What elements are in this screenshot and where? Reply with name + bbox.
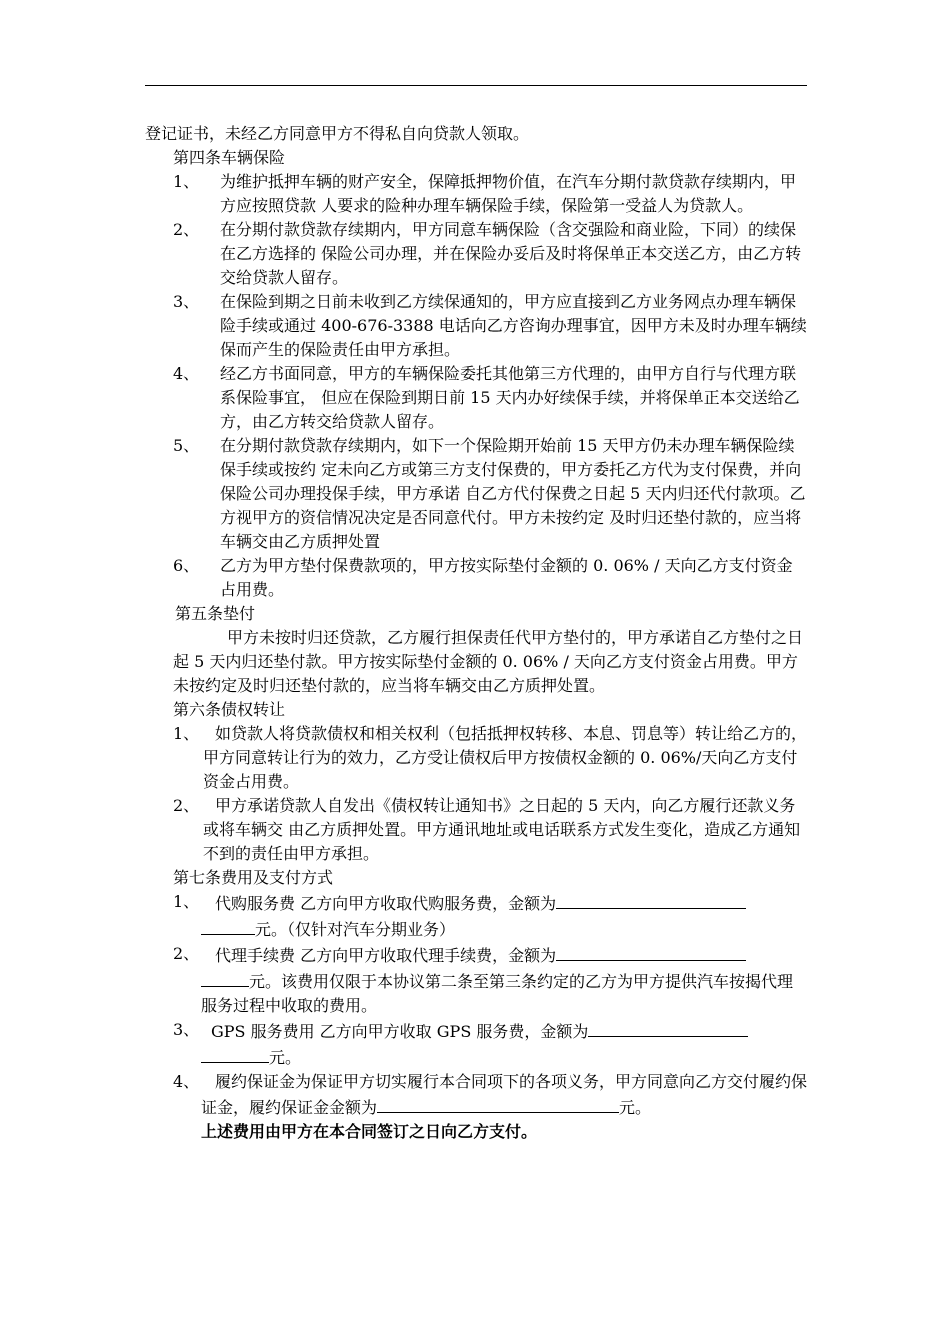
item-number: 5、 xyxy=(173,436,200,455)
fee-suffix: 元。 xyxy=(269,1048,302,1067)
item-number: 1、 xyxy=(173,892,200,911)
item-text: 在分期付款贷款存续期内，如下一个保险期开始前 15 天甲方仍未办理车辆保险续保手续或按约 定未向乙方或第三方支付保费的，甲方委托乙方代为支付保费，并向保险公司办理投保手续，甲方承诺 自乙方代付保费之日起 5 天内归还代付款项。乙方视甲方的资信情况决定是否同意代付。甲方未按约定 及时归还垫付款的，应当将车辆交由乙方质押处置 xyxy=(220,436,806,551)
item-text: 在分期付款贷款存续期内，甲方同意车辆保险（含交强险和商业险，下同）的续保在乙方选择的 保险公司办理，并在保险办妥后及时将保单正本交送乙方，由乙方转交给贷款人留存。 xyxy=(220,220,802,287)
art4-item-3 xyxy=(145,290,807,362)
fee-label: 代理手续费 乙方向甲方收取代理手续费，金额为 xyxy=(215,946,557,965)
fee-suffix: 元。该费用仅限于本协议第二条至第三条约定的乙方为甲方提供汽车按揭代理服务过程中收取的费用。 xyxy=(201,972,794,1015)
amount-blank xyxy=(556,890,746,909)
article-4-title: 第四条车辆保险 xyxy=(173,148,286,167)
art7-item-2 xyxy=(145,942,807,1018)
amount-blank xyxy=(201,968,249,987)
item-number: 3、 xyxy=(173,292,200,311)
art6-item-1 xyxy=(145,722,807,794)
amount-blank xyxy=(556,942,746,961)
item-number: 4、 xyxy=(173,1072,200,1091)
art4-item-6 xyxy=(145,554,807,602)
document-body xyxy=(145,122,807,1144)
item-text: 甲方承诺贷款人自发出《债权转让通知书》之日起的 5 天内，向乙方履行还款义务或将车辆交 由乙方质押处置。甲方通讯地址或电话联系方式发生变化，造成乙方通知不到的责任由甲方承担。 xyxy=(203,796,801,863)
payment-note: 上述费用由甲方在本合同签订之日向乙方支付。 xyxy=(201,1122,538,1141)
item-text xyxy=(201,942,807,1018)
item-number: 6、 xyxy=(173,556,200,575)
art4-item-5 xyxy=(145,434,807,554)
amount-blank xyxy=(588,1018,748,1037)
item-text: 如贷款人将贷款债权和相关权利（包括抵押权转移、本息、罚息等）转让给乙方的，甲方同意转让行为的效力，乙方受让债权后甲方按债权金额的 0. 06%/天向乙方支付资金占用费。 xyxy=(203,724,808,791)
item-number: 2、 xyxy=(173,796,200,815)
item-number: 2、 xyxy=(173,944,200,963)
item-text xyxy=(201,890,807,942)
article-7-title: 第七条费用及支付方式 xyxy=(173,868,334,887)
art6-item-2 xyxy=(145,794,807,866)
fee-label: 代购服务费 乙方向甲方收取代购服务费，金额为 xyxy=(215,894,557,913)
art7-item-4 xyxy=(145,1070,807,1120)
fee-suffix: 元。（仅针对汽车分期业务） xyxy=(255,920,456,939)
art4-item-1 xyxy=(145,170,807,218)
item-number: 1、 xyxy=(173,172,200,191)
top-continuation: 登记证书，未经乙方同意甲方不得私自向贷款人领取。 xyxy=(145,124,530,143)
fee-label: 履约保证金为保证甲方切实履行本合同项下的各项义务，甲方同意向乙方交付履约保证金，履约保证金金额为 xyxy=(201,1072,808,1117)
item-number: 4、 xyxy=(173,364,200,383)
article-5-title: 第五条垫付 xyxy=(175,604,256,623)
fee-label: GPS 服务费用 乙方向甲方收取 GPS 服务费，金额为 xyxy=(211,1022,589,1041)
article-5-text: 甲方未按时归还贷款，乙方履行担保责任代甲方垫付的，甲方承诺自乙方垫付之日起 5 天内归还垫付款。甲方按实际垫付金额的 0. 06% / 天向乙方支付资金占用费。甲方未按约定及时归还垫付款的，应当将车辆交由乙方质押处置。 xyxy=(173,628,804,695)
item-number: 1、 xyxy=(173,724,200,743)
amount-blank xyxy=(201,1044,269,1063)
item-number: 3、 xyxy=(173,1020,200,1039)
item-text xyxy=(201,1070,807,1120)
article-6-title: 第六条债权转让 xyxy=(173,700,286,719)
item-text xyxy=(201,1018,807,1070)
header-rule xyxy=(145,85,807,86)
amount-blank xyxy=(377,1094,619,1113)
fee-suffix: 元。 xyxy=(619,1098,652,1117)
art7-item-3 xyxy=(145,1018,807,1070)
item-text: 为维护抵押车辆的财产安全，保障抵押物价值，在汽车分期付款贷款存续期内，甲方应按照贷款 人要求的险种办理车辆保险手续，保险第一受益人为贷款人。 xyxy=(220,172,797,215)
art4-item-4 xyxy=(145,362,807,434)
art4-item-2 xyxy=(145,218,807,290)
item-number: 2、 xyxy=(173,220,200,239)
amount-blank xyxy=(201,916,255,935)
item-text: 在保险到期之日前未收到乙方续保通知的，甲方应直接到乙方业务网点办理车辆保险手续或通过 400-676-3388 电话向乙方咨询办理事宜，因甲方未及时办理车辆续保而产生的保险责任由甲方承担。 xyxy=(220,292,807,359)
art7-item-1 xyxy=(145,890,807,942)
item-text: 乙方为甲方垫付保费款项的，甲方按实际垫付金额的 0. 06% / 天向乙方支付资金占用费。 xyxy=(220,556,793,599)
item-text: 经乙方书面同意，甲方的车辆保险委托其他第三方代理的，由甲方自行与代理方联系保险事宜， 但应在保险到期日前 15 天内办好续保手续，并将保单正本交送给乙方，由乙方转交给贷款人留存。 xyxy=(220,364,800,431)
